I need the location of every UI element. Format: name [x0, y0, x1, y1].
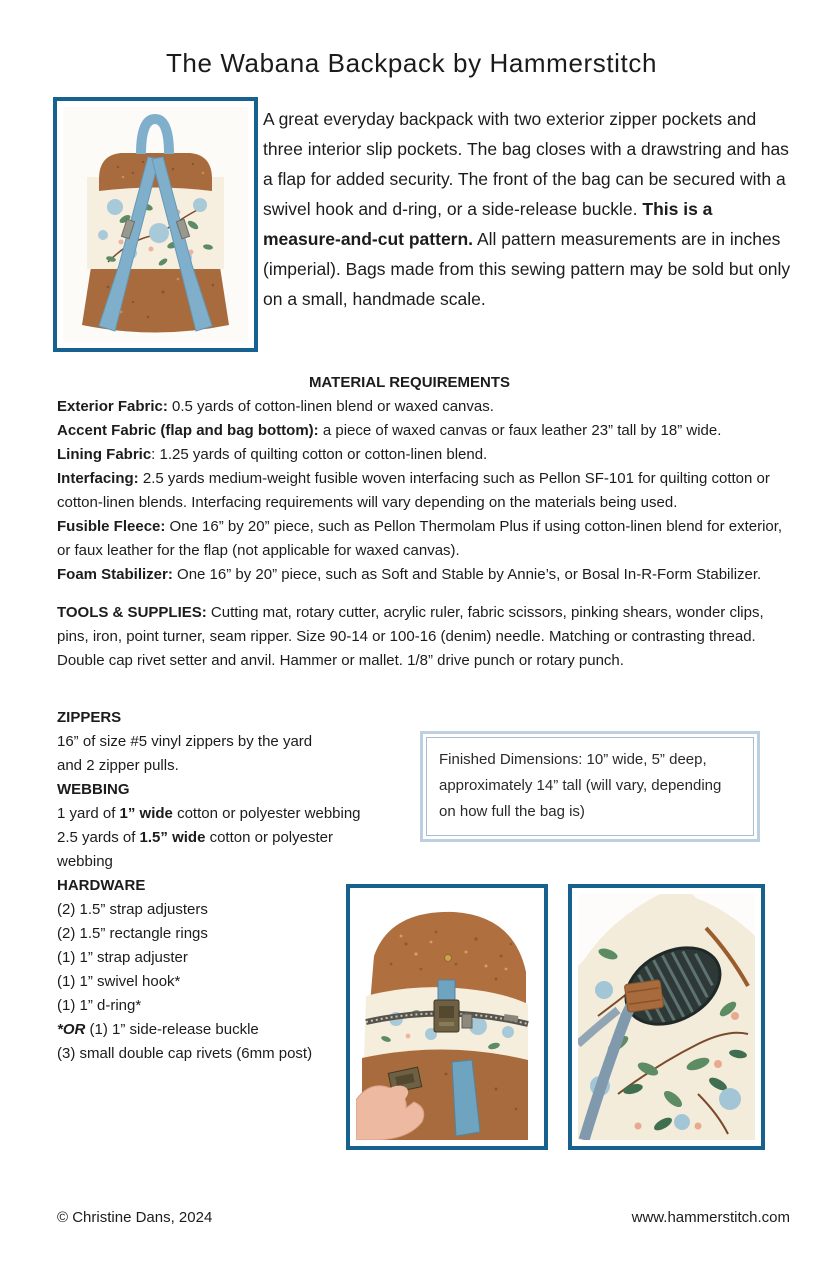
material-label: Interfacing:: [57, 470, 139, 487]
material-label: Lining Fabric: [57, 446, 152, 463]
hardware-or-label: *OR: [57, 1021, 86, 1038]
material-item-lining-fabric: [57, 443, 792, 467]
material-text: One 16” by 20” piece, such as Pellon Thermolam Plus if using cotton-linen blend for exterior, or faux leather for the flap (not applicable for waxed canvas).: [57, 518, 783, 559]
zippers-line: and 2 zipper pulls.: [57, 757, 179, 774]
tools-supplies-text: Cutting mat, rotary cutter, acrylic ruler, fabric scissors, pinking shears, wonder clips, pins, iron, point turner, seam ripper. Size 90-14 or 100-16 (denim) needle. Matching or contrasting thread. Double cap rivet setter and anvil. Hammer or mallet. 1/8” drive punch or rotary punch.: [57, 604, 764, 669]
page-footer: [57, 1209, 790, 1226]
webbing-text: cotton or polyester: [205, 829, 333, 846]
backpack-front-photo-frame: [346, 884, 548, 1150]
zippers-line: 16” of size #5 vinyl zippers by the yard: [57, 733, 313, 750]
backpack-back-view-photo: [63, 107, 248, 342]
intro-text-bold: This is a measure-and-cut pattern.: [263, 199, 713, 249]
webbing-text: cotton or polyester webbing: [172, 805, 361, 822]
material-requirements-section: [57, 371, 792, 673]
webbing-line: [57, 802, 402, 826]
finished-dimensions-box: [420, 731, 760, 842]
hardware-item: (2) 1.5” rectangle rings: [57, 925, 208, 942]
hardware-heading: HARDWARE: [57, 877, 146, 894]
material-label: Accent Fabric (flap and bag bottom):: [57, 422, 319, 439]
webbing-heading: WEBBING: [57, 781, 130, 798]
copyright-text: © Christine Dans, 2024: [57, 1209, 213, 1226]
material-text: 2.5 yards medium-weight fusible woven interfacing such as Pellon SF-101 for quilting cotton or cotton-linen blends. Interfacing requirements will vary depending on the materials being used.: [57, 470, 770, 511]
intro-paragraph: [263, 104, 793, 314]
backpack-front-buckle-photo: [356, 894, 534, 1140]
intro-text-post: All pattern measurements are in inches (imperial). Bags made from this sewing pattern may be sold but only on a small, handmade scale.: [263, 229, 791, 309]
material-label: Foam Stabilizer:: [57, 566, 173, 583]
material-text: One 16” by 20” piece, such as Soft and Stable by Annie’s, or Bosal In-R-Form Stabilizer.: [172, 566, 762, 583]
webbing-bold-size: 1” wide: [119, 805, 173, 822]
material-label: Fusible Fleece:: [57, 518, 166, 535]
material-requirements-heading: MATERIAL REQUIREMENTS: [308, 374, 511, 391]
webbing-text: 2.5 yards of: [57, 829, 140, 846]
tools-supplies-paragraph: [57, 601, 792, 673]
hardware-item: (1) 1” swivel hook*: [57, 973, 181, 990]
tools-supplies-label: TOOLS & SUPPLIES:: [57, 604, 207, 621]
zippers-heading: ZIPPERS: [57, 709, 122, 726]
hardware-item: (1) 1” strap adjuster: [57, 949, 188, 966]
backpack-drawstring-photo-frame: [568, 884, 765, 1150]
webbing-line: webbing: [57, 853, 113, 870]
material-item-foam-stabilizer: [57, 563, 792, 587]
backpack-drawstring-top-photo: [578, 894, 755, 1140]
material-item-exterior-fabric: [57, 395, 792, 419]
page-title: The Wabana Backpack by Hammerstitch: [165, 48, 658, 78]
material-text: a piece of waxed canvas or faux leather 23” tall by 18” wide.: [318, 422, 722, 439]
material-text: : 1.25 yards of quilting cotton or cotton-linen blend.: [151, 446, 488, 463]
hardware-item: (1) 1” d-ring*: [57, 997, 142, 1014]
material-item-interfacing: [57, 467, 792, 515]
material-item-fusible-fleece: [57, 515, 792, 563]
webbing-line: [57, 826, 402, 850]
webbing-bold-size: 1.5” wide: [139, 829, 206, 846]
material-label: Exterior Fabric:: [57, 398, 168, 415]
hardware-item: (3) small double cap rivets (6mm post): [57, 1045, 313, 1062]
website-link[interactable]: www.hammerstitch.com: [631, 1209, 790, 1226]
finished-dimensions-text: Finished Dimensions: 10” wide, 5” deep, approximately 14” tall (will vary, depending on how full the bag is): [426, 737, 754, 836]
material-text: 0.5 yards of cotton-linen blend or waxed canvas.: [167, 398, 494, 415]
hardware-or-text: (1) 1” side-release buckle: [85, 1021, 259, 1038]
intro-text-pre: A great everyday backpack with two exterior zipper pockets and three interior slip pockets. The bag closes with a drawstring and has a flap for added security. The front of the bag can be secured with a swivel hook and d-ring, or a side-release buckle.: [263, 109, 789, 219]
material-item-accent-fabric: [57, 419, 792, 443]
webbing-text: 1 yard of: [57, 805, 120, 822]
hardware-item: (2) 1.5” strap adjusters: [57, 901, 208, 918]
backpack-back-photo-frame: [53, 97, 258, 352]
